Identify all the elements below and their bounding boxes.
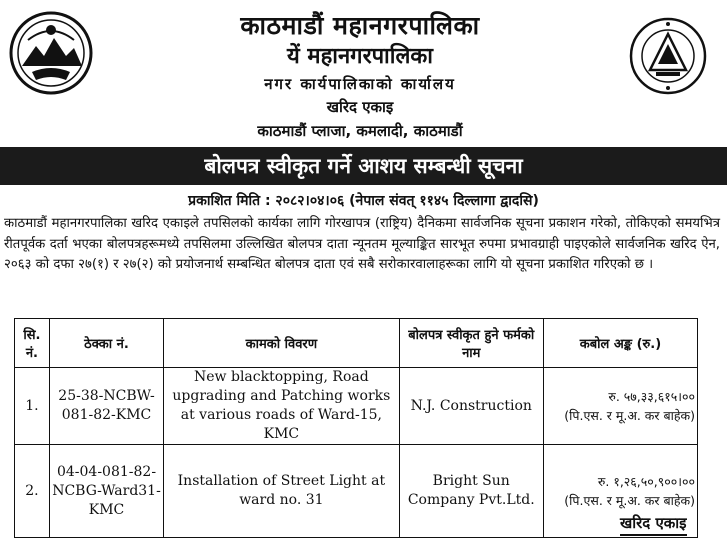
- table-row: [15, 368, 698, 445]
- org-name-newari: यें महानगरपालिका: [287, 43, 433, 69]
- row-amount: रु. १,२६,५०,९००।००: [597, 474, 695, 489]
- row-description: New blacktopping, Road upgrading and Patching works at various roads of Ward-15, KMC: [164, 368, 399, 445]
- table-header-row: [15, 319, 698, 368]
- table-row: [15, 445, 698, 538]
- office-address: काठमाडौं प्लाजा, कमलादी, काठमाडौं: [257, 122, 463, 140]
- header-sn: सि. नं.: [15, 319, 50, 368]
- row-contract-no: 04-04-081-82-NCBG-Ward31-KMC: [49, 445, 163, 538]
- row-bidder: Bright Sun Company Pvt.Ltd.: [399, 445, 543, 538]
- header-bidder: बोलपत्र स्वीकृत हुने फर्मको नाम: [399, 319, 543, 368]
- org-name-hindi: काठमाडौं महानगरपालिका: [240, 11, 480, 40]
- row-bidder: N.J. Construction: [399, 368, 543, 445]
- nepal-emblem-icon: [8, 10, 94, 96]
- header-description: कामको विवरण: [164, 319, 399, 368]
- kmc-seal-icon: [628, 16, 708, 96]
- section-name: खरिद एकाइ: [326, 98, 394, 116]
- row-amount-note: (पि.एस. र मू.अ. कर बाहेक): [564, 493, 695, 508]
- row-sn: 2.: [15, 445, 50, 538]
- row-contract-no: 25-38-NCBW-081-82-KMC: [49, 368, 163, 445]
- notice-title-banner: बोलपत्र स्वीकृत गर्ने आशय सम्बन्धी सूचना: [0, 147, 727, 185]
- footer-signature: खरिद एकाइ: [620, 513, 687, 536]
- row-amount-note: (पि.एस. र मू.अ. कर बाहेक): [564, 408, 695, 423]
- row-amount: रु. ५७,३३,६१५।००: [608, 389, 695, 404]
- row-sn: 1.: [15, 368, 50, 445]
- notice-body: काठमाडौं महानगरपालिका खरिद एकाइले तपसिलको कार्यका लागि गोरखापत्र (राष्ट्रिय) दैनिकमा सार्वजनिक सूचना प्रकाशन गरेको, तोकिएको समयभित्र रीतपूर्वक दर्ता भएका बोलपत्रहरूमध्ये तपसिलमा उल्लिखित बोलपत्र दाता न्यूनतम मूल्याङ्कित सारभूत रुपमा प्रभावग्राही पाइएकोले सार्वजनिक खरिद ऐन, २०६३ को दफा २७(१) र २७(२) को प्रयोजनार्थ सम्बन्धित बोलपत्र दाता एवं सबै सरोकारवालाहरूका लागि यो सूचना प्रकाशित गरिएको छ ।: [4, 216, 720, 272]
- header-contract-no: ठेक्का नं.: [49, 319, 163, 368]
- published-date: प्रकाशित मिति : २०८२।०४।०६ (नेपाल संवत् ११४५ दिल्लागा द्वादसि): [188, 193, 539, 209]
- row-amount-cell: [543, 368, 697, 445]
- award-table: [14, 318, 698, 538]
- office-name: नगर कार्यपालिकाको कार्यालय: [264, 75, 456, 93]
- row-description: Installation of Street Light at ward no. 31: [164, 445, 399, 538]
- header-amount: कबोल अङ्क (रु.): [543, 319, 697, 368]
